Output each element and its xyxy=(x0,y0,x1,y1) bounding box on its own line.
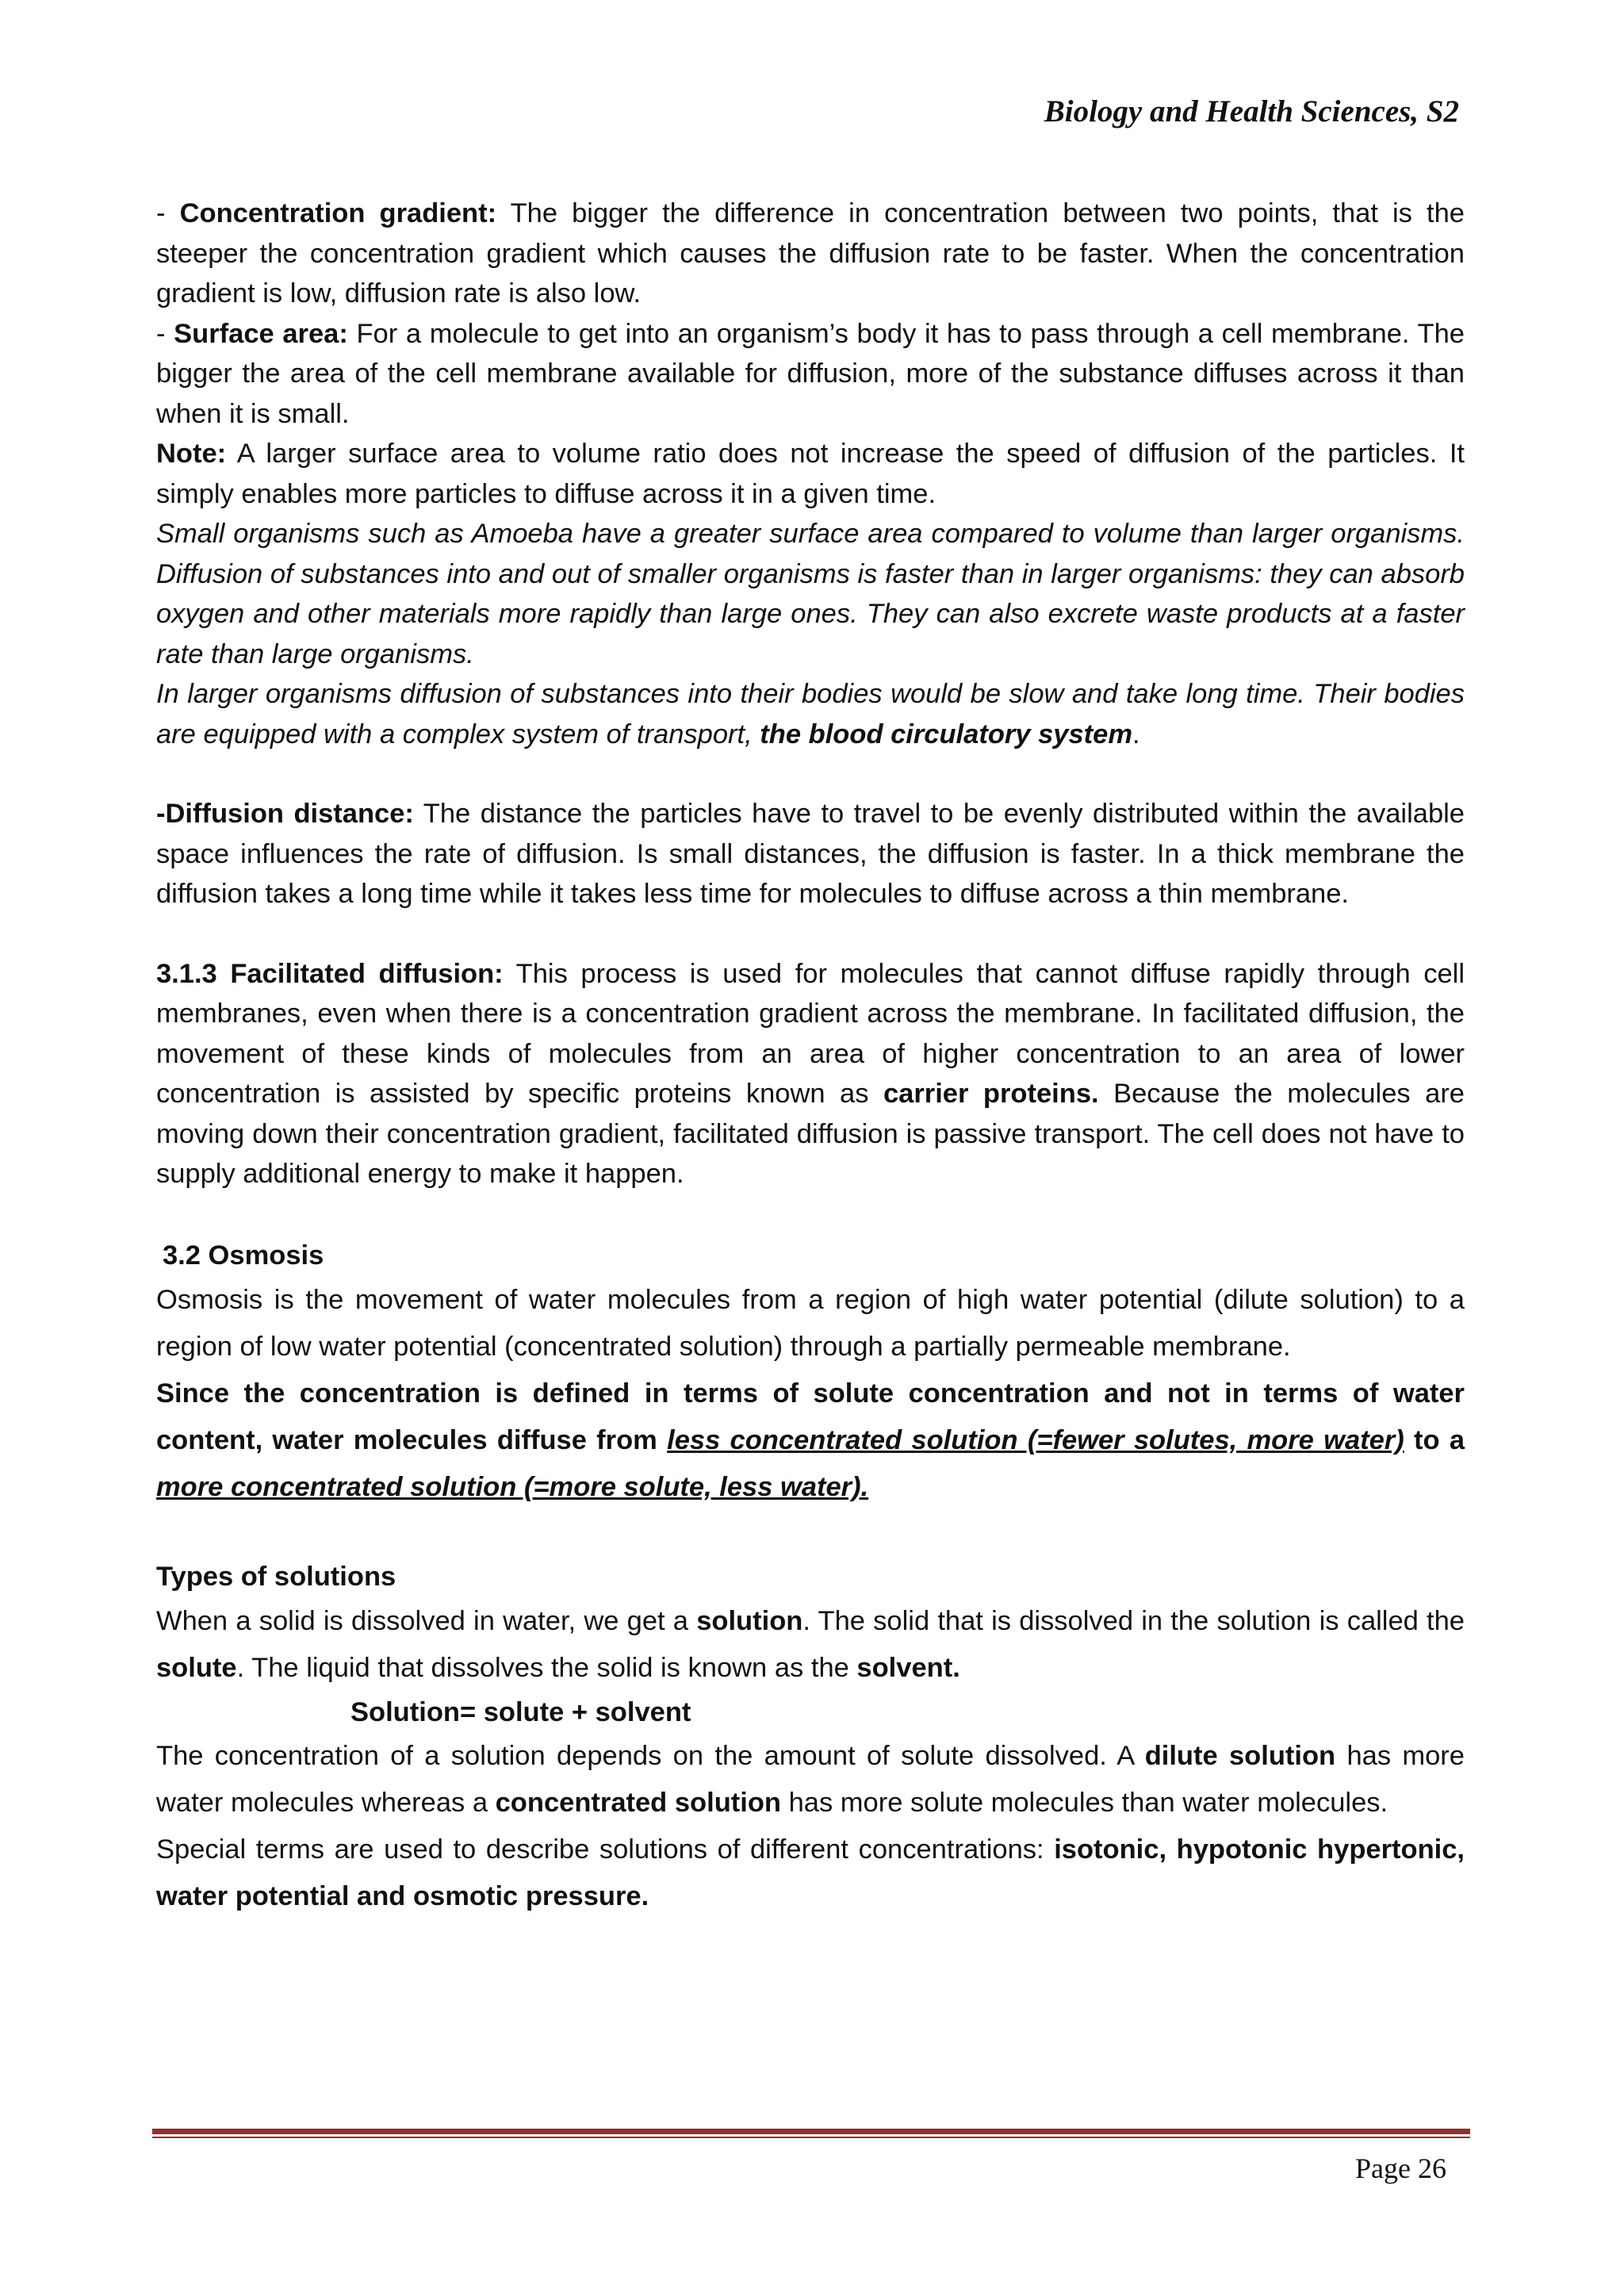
term-facilitated-diffusion: 3.1.3 Facilitated diffusion: xyxy=(156,958,504,989)
paragraph-facilitated-diffusion: 3.1.3 Facilitated diffusion: This process is used for molecules that cannot diffuse rapidly through cell membranes, even when there is a concentration gradient across the membrane. In facilitated diffusion, the movement of these kinds of molecules from an area of higher concentration to an area of lower concentration is assisted by specific proteins known as carrier proteins. Because the molecules are moving down their concentration gradient, facilitated diffusion is passive transport. The cell does not have to supply additional energy to make it happen. xyxy=(156,958,1465,1189)
concentration-section xyxy=(156,1733,1465,1920)
osmosis-section xyxy=(156,1277,1465,1511)
term-blood-circulatory-system: the blood circulatory system xyxy=(760,719,1133,749)
spacer xyxy=(156,1194,1465,1234)
paragraph-concentration-gradient: - Concentration gradient: The bigger the difference in concentration between two points, that is the steeper the concentration gradient which causes the diffusion rate to be faster. When the concentration gradient is low, diffusion rate is also low. xyxy=(156,198,1465,309)
paragraph-surface-area: - Surface area: For a molecule to get into an organism’s body it has to pass through a cell membrane. The bigger the area of the cell membrane available for diffusion, more of the substance diffuses across it than when it is small. xyxy=(156,318,1465,429)
paragraph-concentration: The concentration of a solution depends on the amount of solute dissolved. A dilute solution has more water molecules whereas a concentrated solution has more solute molecules than water molecules. xyxy=(156,1740,1465,1818)
paragraph-small-organisms: Small organisms such as Amoeba have a greater surface area compared to volume than larger organisms. Diffusion of substances into and out of smaller organisms is faster than in larger organisms: they can absorb oxygen and other materials more rapidly than large ones. They can also excrete waste products at a faster rate than large organisms. xyxy=(156,519,1465,669)
spacer xyxy=(156,754,1465,794)
paragraph-larger-organisms: In larger organisms diffusion of substances into their bodies would be slow and take long time. Their bodies are equipped with a complex system of transport, the blood circulatory system. xyxy=(156,679,1465,749)
paragraph-osmosis-direction: Since the concentration is defined in terms of solute concentration and not in terms of water content, water molecules diffuse from less concentrated solution (=fewer solutes, more water) to a more concentrated solution (=more solute, less water). xyxy=(156,1378,1465,1502)
term-concentration-gradient: Concentration gradient: xyxy=(179,198,497,228)
footer-divider xyxy=(152,2129,1470,2140)
term-surface-area: Surface area: xyxy=(174,318,348,349)
solution-equation: Solution= solute + solvent xyxy=(350,1696,691,1727)
running-header: Biology and Health Sciences, S2 xyxy=(1044,94,1459,128)
paragraph-special-terms: Special terms are used to describe solutions of different concentrations: isotonic, hypotonic hypertonic, water potential and osmotic pressure. xyxy=(156,1834,1465,1911)
spacer xyxy=(156,914,1465,954)
paragraph-note: Note: A larger surface area to volume ratio does not increase the speed of diffusion of the particles. It simply enables more particles to diffuse across it in a given time. xyxy=(156,439,1465,509)
page-content xyxy=(156,194,1465,1920)
note-label: Note: xyxy=(156,439,227,469)
more-concentrated-phrase: more concentrated solution (=more solute, less water). xyxy=(156,1471,869,1502)
term-carrier-proteins: carrier proteins. xyxy=(883,1079,1099,1109)
footer-divider-thin xyxy=(152,2137,1470,2138)
heading-osmosis: 3.2 Osmosis xyxy=(163,1240,324,1271)
less-concentrated-phrase: less concentrated solution (=fewer solutes, more water) xyxy=(667,1424,1404,1455)
spacer xyxy=(156,1511,1465,1555)
footer-divider-thick xyxy=(152,2129,1470,2134)
heading-types-of-solutions: Types of solutions xyxy=(156,1561,396,1592)
paragraph-diffusion-distance: -Diffusion distance: The distance the particles have to travel to be evenly distributed within the available space influences the rate of diffusion. Is small distances, the diffusion is faster. In a thick membrane the diffusion takes a long time while it takes less time for molecules to diffuse across a thin membrane. xyxy=(156,799,1465,909)
page-number: Page 26 xyxy=(1355,2152,1446,2184)
term-diffusion-distance: -Diffusion distance: xyxy=(156,799,414,829)
paragraph-osmosis-definition: Osmosis is the movement of water molecules from a region of high water potential (dilute solution) to a region of low water potential (concentrated solution) through a partially permeable membrane. xyxy=(156,1284,1465,1362)
paragraph-solution-definition: When a solid is dissolved in water, we get a solution. The solid that is dissolved in the solution is called the solute. The liquid that dissolves the solid is known as the solvent. xyxy=(156,1605,1465,1683)
types-section xyxy=(156,1598,1465,1692)
